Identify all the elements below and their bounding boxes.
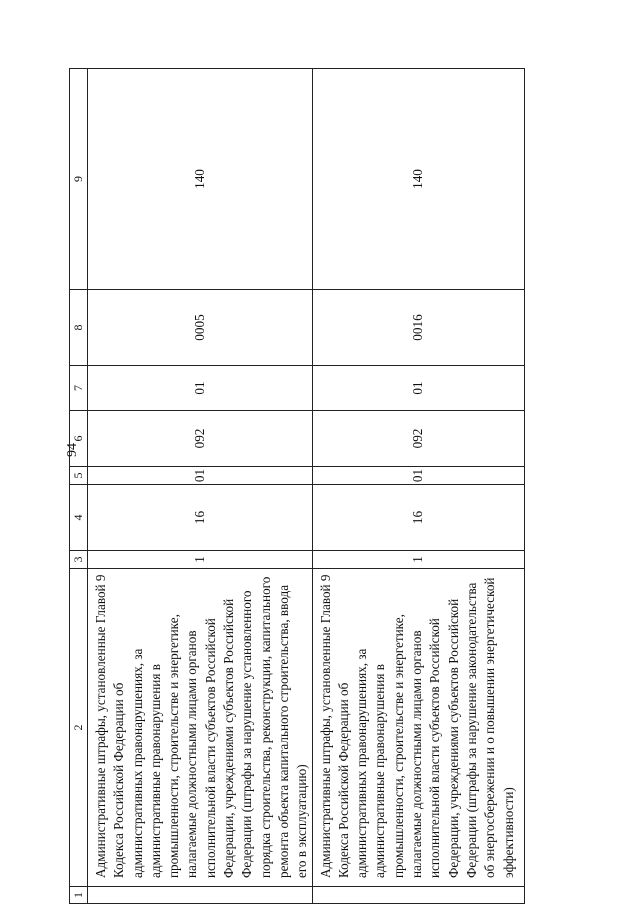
column-header: 5 — [70, 467, 88, 485]
rotated-table-wrapper — [69, 69, 516, 904]
column-header: 4 — [70, 485, 88, 551]
column-header: 7 — [70, 366, 88, 411]
table-cell: 1 — [88, 551, 313, 569]
table-cell-description: Административные штрафы, установленные Главой 9 Кодекса Российской Федерации об административных правонарушениях, за административные правонарушения в промышленности, строительстве и энергетике, налагаемые должностными лицами органов исполнительной власти субъектов Российской Федерации, учреждениями субъектов Российской Федерации (штрафы за нарушение законодательства об энергосбережении и о повышении энергетической эффективности) — [312, 569, 524, 887]
table-cell: 16 — [88, 485, 313, 551]
table-cell-description: Административные штрафы, установленные Главой 9 Кодекса Российской Федерации об административных правонарушениях, за административные правонарушения в промышленности, строительстве и энергетике, налагаемые должностными лицами органов исполнительной власти субъектов Российской Федерации, учреждениями субъектов Российской Федерации (штрафы за нарушение установленного порядка строительства, реконструкции, капитального ремонта объекта капитального строительства, ввода его в эксплуатацию) — [88, 569, 313, 887]
table-cell: 01 — [88, 366, 313, 411]
column-header: 1 — [70, 887, 88, 904]
budget-code-table — [69, 68, 525, 904]
table-cell: 140 — [88, 69, 313, 290]
table-cell: 1 — [312, 551, 524, 569]
table-cell-number — [312, 887, 524, 904]
table-cell-number — [88, 887, 313, 904]
column-header: 2 — [70, 569, 88, 887]
column-header: 3 — [70, 551, 88, 569]
table-cell: 01 — [312, 467, 524, 485]
column-header: 8 — [70, 290, 88, 366]
table-row — [312, 69, 524, 904]
column-header: 9 — [70, 69, 88, 290]
table-cell: 092 — [88, 411, 313, 467]
header-row — [70, 69, 88, 904]
column-header: 6 — [70, 411, 88, 467]
table-cell: 092 — [312, 411, 524, 467]
table-row — [88, 69, 313, 904]
table-cell: 01 — [88, 467, 313, 485]
table-cell: 16 — [312, 485, 524, 551]
table-cell: 0016 — [312, 290, 524, 366]
table-cell: 0005 — [88, 290, 313, 366]
table-cell: 140 — [312, 69, 524, 290]
page-number: 94 — [65, 443, 80, 457]
table-cell: 01 — [312, 366, 524, 411]
